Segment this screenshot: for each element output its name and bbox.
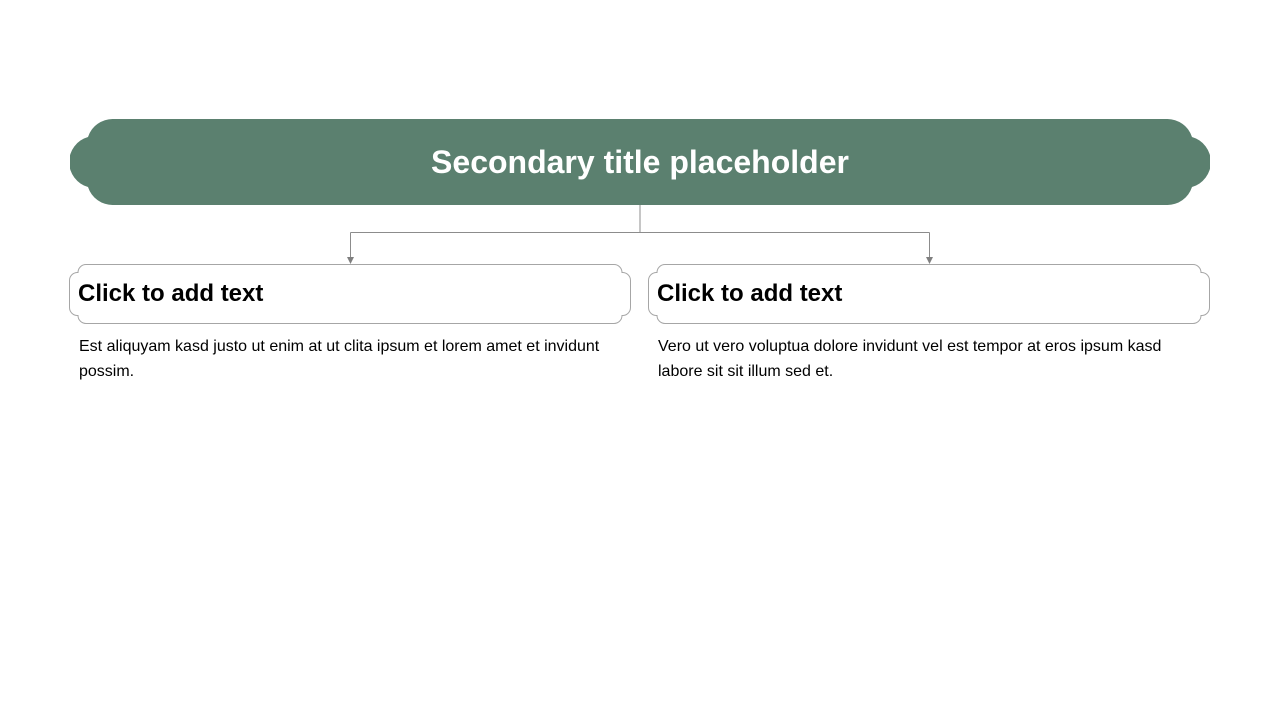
card-left-heading[interactable]: Click to add text [78, 280, 264, 307]
card-right-heading[interactable]: Click to add text [657, 280, 843, 307]
card-left-body[interactable]: Est aliquyam kasd justo ut enim at ut clita ipsum et lorem amet et invidunt possim. [79, 338, 600, 380]
slide-title[interactable]: Secondary title placeholder [431, 143, 849, 180]
arrowhead-left-icon [347, 257, 354, 264]
card-left[interactable] [69, 264, 631, 324]
card-right-body[interactable]: Vero ut vero voluptua dolore invidunt vel est tempor at eros ipsum kasd labore sit sit illum sed et. [658, 338, 1162, 380]
arrowhead-right-icon [926, 257, 933, 264]
card-right[interactable] [648, 264, 1210, 324]
